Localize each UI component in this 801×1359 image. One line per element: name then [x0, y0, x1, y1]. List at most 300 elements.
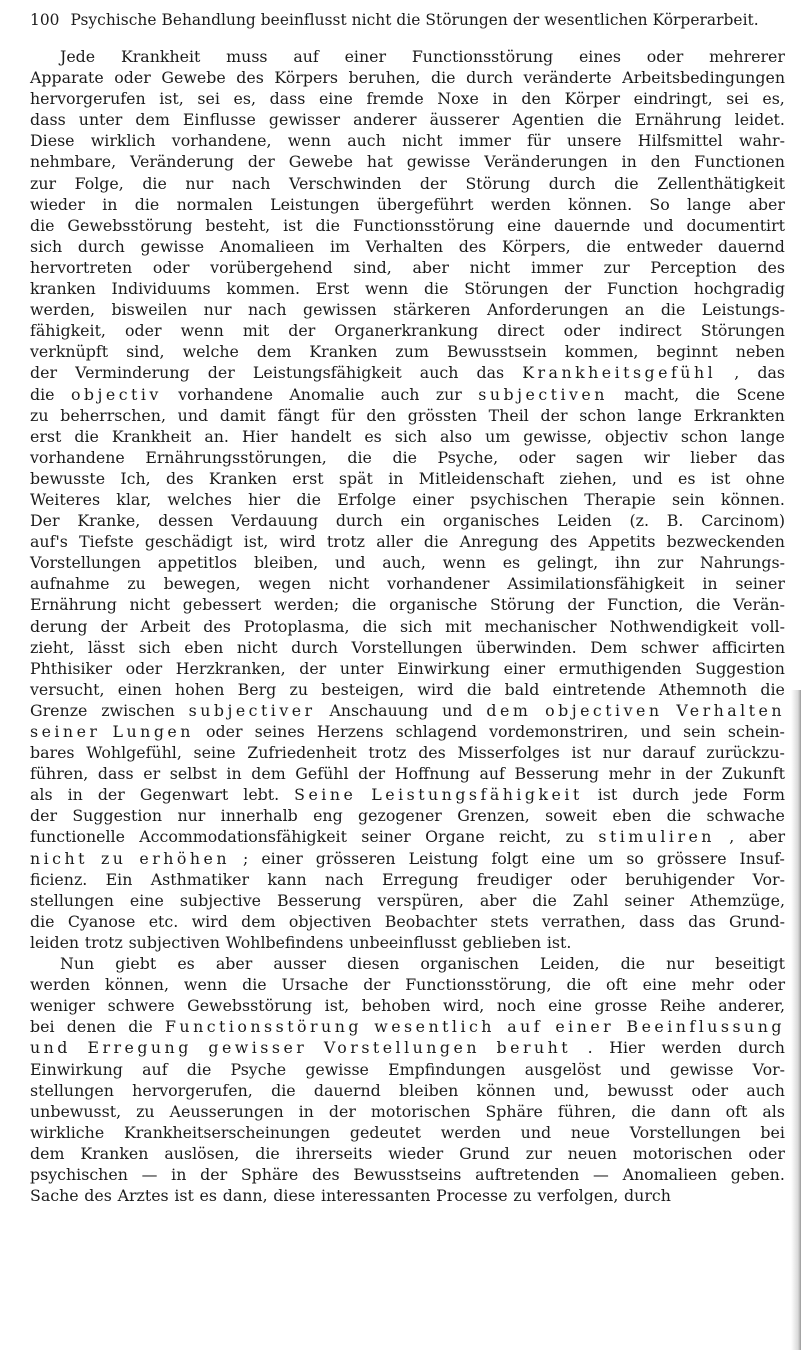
text-line	[30, 362, 785, 383]
word: in	[388, 468, 404, 488]
emphasized-word: Seine	[294, 785, 357, 805]
word: Protoplasma,	[243, 616, 350, 636]
word: Agentien	[512, 110, 585, 130]
word: die	[586, 236, 611, 256]
word: ficienz.	[30, 869, 88, 889]
text-line	[30, 194, 785, 215]
word: des	[312, 1164, 340, 1184]
text-line	[30, 426, 785, 447]
word: zur	[30, 173, 57, 193]
word: Zukunft	[721, 764, 785, 784]
word: Anforderungen	[486, 300, 609, 320]
word: stets	[490, 911, 529, 931]
word: an	[624, 300, 645, 320]
word: noch	[496, 996, 536, 1016]
word: zur	[435, 384, 462, 404]
word: auch	[419, 363, 459, 383]
word: aufnahme	[30, 574, 110, 594]
word: subjective	[179, 890, 261, 910]
word: auf	[293, 47, 319, 66]
word: einer	[503, 658, 546, 678]
word: soweit	[545, 806, 597, 826]
word: und	[442, 700, 473, 720]
word: aber	[215, 954, 253, 974]
word: oder	[646, 47, 684, 66]
word: oder	[152, 257, 190, 277]
word: unbewusst,	[30, 1101, 122, 1121]
word: etc.	[148, 911, 179, 931]
word: Erkrankten	[693, 405, 785, 425]
word: bei	[760, 1122, 785, 1142]
word: die	[128, 1017, 153, 1037]
text-line	[30, 763, 785, 784]
word: bares	[30, 743, 75, 763]
word: Körper	[564, 89, 621, 109]
word: als	[30, 785, 53, 805]
word: Grund-	[729, 911, 785, 931]
word: die	[30, 384, 55, 404]
word: aber	[748, 194, 785, 214]
word: des	[166, 468, 194, 488]
word: Besserung	[514, 764, 600, 784]
word: Athemzüge,	[690, 890, 785, 910]
word: Theil	[488, 405, 529, 425]
word: ihn	[614, 553, 641, 573]
word: Perception	[650, 257, 737, 277]
word: also	[439, 426, 473, 446]
word: subjectiven	[128, 932, 220, 952]
word: erst	[292, 468, 324, 488]
word: um	[485, 426, 511, 446]
word: lässt	[87, 637, 125, 657]
text-line	[30, 1037, 785, 1058]
word: nur	[602, 743, 631, 763]
word: dass	[639, 911, 675, 931]
word: Functionsstörung,	[405, 975, 552, 995]
text-line	[30, 573, 785, 594]
text-line	[30, 805, 785, 826]
word: das	[757, 447, 785, 467]
word: ein	[400, 511, 426, 531]
text-line	[30, 742, 785, 763]
word: der	[564, 279, 592, 299]
word: psychischen	[470, 489, 568, 509]
word: schon	[579, 405, 627, 425]
word: Erregung	[382, 869, 459, 889]
word: dauernde	[554, 215, 631, 235]
word: bewusste	[30, 468, 106, 488]
word: interessanten	[320, 1186, 431, 1206]
word: ist,	[159, 89, 184, 109]
word: zu	[127, 574, 146, 594]
word: eine	[318, 89, 353, 109]
word: nach	[231, 173, 271, 193]
word: die	[423, 279, 449, 299]
word: dessen	[158, 511, 214, 531]
text-line	[30, 1059, 785, 1080]
word: Noxe	[437, 89, 479, 109]
word: die	[392, 447, 417, 467]
word: organisches	[442, 511, 540, 531]
word: gewisse	[140, 236, 205, 256]
word: grössten	[407, 405, 477, 425]
word: lange	[687, 194, 732, 214]
word: das	[688, 911, 716, 931]
book-page	[30, 10, 785, 1350]
word: Functionsstörung	[411, 47, 554, 66]
word: unsere	[566, 131, 622, 151]
word: wird,	[443, 996, 485, 1016]
word: ist.	[546, 932, 572, 952]
word: die	[351, 595, 377, 615]
word: der	[30, 806, 58, 826]
word: mit	[445, 616, 472, 636]
word: Verän-	[733, 595, 785, 615]
word: vorhandene,	[171, 131, 272, 151]
word: eine	[541, 848, 576, 868]
word: denen	[66, 1017, 116, 1037]
word: an.	[204, 426, 229, 446]
word: Der	[30, 511, 60, 531]
word: Leistung	[408, 848, 479, 868]
word: der	[685, 764, 713, 784]
text-line	[30, 215, 785, 236]
word: schwer	[640, 637, 699, 657]
word: und	[640, 722, 671, 741]
emphasized-word: Leistungsfähigkeit	[371, 785, 583, 805]
word: werden,	[30, 300, 96, 320]
word: Verschwinden	[289, 173, 402, 193]
word: Vorstellungen	[629, 1122, 741, 1142]
word: durch	[738, 1038, 785, 1058]
word: zu	[136, 1101, 155, 1121]
word: ohne	[745, 468, 785, 488]
text-line	[30, 616, 785, 637]
word: fähigkeit,	[30, 321, 106, 341]
word: Krankheit	[120, 47, 201, 66]
text-line	[30, 721, 785, 742]
word: neue	[570, 1122, 610, 1142]
word: macht,	[624, 384, 680, 404]
word: zu	[289, 679, 308, 699]
word: ist	[571, 743, 591, 763]
word: organische	[389, 595, 478, 615]
word: leiden	[30, 932, 80, 952]
word: afficirten	[711, 637, 785, 657]
word: Hier	[241, 426, 278, 446]
running-title: Psychische Behandlung beeinflusst nicht die Störungen der wesentlichen Körperarbeit.	[70, 11, 759, 29]
word: anderer,	[718, 996, 785, 1016]
word: in	[298, 1101, 314, 1121]
word: seiner	[361, 827, 411, 847]
word: spät	[338, 468, 373, 488]
word: einen	[117, 679, 162, 699]
word: Störungen	[464, 279, 549, 299]
word: Empfindungen	[388, 1059, 506, 1079]
word: (z.	[629, 511, 649, 531]
word: bald	[504, 679, 540, 699]
word: sind,	[126, 342, 165, 362]
text-line	[30, 637, 785, 658]
word: einer	[261, 848, 303, 868]
word: Dem	[590, 637, 628, 657]
word: stellungen	[30, 890, 114, 910]
word: Therapie	[584, 489, 656, 509]
word: unter	[78, 110, 123, 130]
word: sein	[683, 722, 716, 741]
word: hervorgerufen,	[132, 1080, 253, 1100]
word: übergeführt	[376, 194, 474, 214]
word: die	[271, 1080, 296, 1100]
word: die	[631, 1101, 656, 1121]
word: Organe	[425, 827, 485, 847]
word: zu	[513, 1186, 532, 1206]
word: Bewusstseins	[353, 1164, 462, 1184]
word: entweder	[626, 236, 703, 256]
word: geschädigt	[144, 532, 233, 552]
word: seiner	[624, 890, 675, 910]
word: der	[358, 764, 386, 784]
word: nicht	[129, 595, 171, 615]
word: es,	[762, 89, 785, 109]
word: der	[288, 321, 316, 341]
word: Vor-	[752, 1059, 785, 1079]
word: Apparate	[30, 68, 104, 88]
emphasized-word: erhöhen	[139, 848, 231, 868]
word: —	[141, 1164, 158, 1184]
word: B.	[666, 511, 684, 531]
word: wir	[643, 447, 670, 467]
word: giebt	[115, 954, 157, 974]
word: lange	[637, 405, 682, 425]
word: Arbeit	[140, 616, 191, 636]
word: trotz	[326, 532, 366, 552]
word: in	[67, 785, 83, 805]
word: klar,	[116, 489, 152, 509]
emphasized-word: Erregung	[87, 1038, 192, 1058]
word: die	[74, 426, 99, 446]
text-line	[30, 88, 785, 109]
word: Aeusserungen	[169, 1101, 284, 1121]
word: und	[334, 553, 366, 573]
word: als	[762, 1101, 785, 1121]
word: geben.	[730, 1164, 785, 1184]
word: eben	[612, 806, 652, 826]
word: geblieben	[462, 932, 542, 952]
word: gedeutet	[349, 1122, 422, 1142]
word: der	[247, 152, 275, 172]
word: Ernährung	[30, 595, 117, 615]
word: dass	[97, 764, 134, 784]
word: einer	[412, 489, 454, 509]
word: ,	[729, 827, 735, 847]
word: erst	[30, 426, 62, 446]
word: mehr	[691, 975, 734, 995]
emphasized-word: dem	[486, 700, 532, 720]
word: wird	[279, 532, 316, 552]
word: Assimilationsfähigkeit	[507, 574, 685, 594]
text-line	[30, 1185, 785, 1206]
word: darauf	[642, 743, 695, 763]
word: Ein	[105, 869, 133, 889]
word: die	[597, 110, 622, 130]
running-header	[30, 10, 785, 30]
word: in	[621, 152, 637, 172]
text-line	[30, 130, 785, 151]
word: fängt	[277, 405, 320, 425]
word: Einwirkung	[30, 1059, 123, 1079]
word: nicht	[328, 574, 370, 594]
text-line	[30, 236, 785, 257]
word: die	[347, 447, 372, 467]
word: gewisse	[669, 1059, 734, 1079]
emphasized-word: nicht	[30, 848, 88, 868]
word: zur	[603, 257, 630, 277]
word: dann	[670, 1101, 711, 1121]
word: sich	[394, 426, 427, 446]
text-line	[30, 468, 785, 489]
word: Reihe	[659, 996, 706, 1016]
word: mehrerer	[709, 47, 785, 66]
word: des	[458, 236, 487, 256]
word: Functionen	[694, 152, 785, 172]
word: der	[328, 1101, 356, 1121]
word: die	[660, 300, 686, 320]
word: Jede	[60, 47, 96, 66]
word: Weiteres	[30, 489, 101, 509]
word: bleiben	[399, 1080, 459, 1100]
word: durch	[77, 236, 125, 256]
word: Krankheitserscheinungen	[123, 1122, 331, 1142]
word: Ernährungsstörungen,	[145, 447, 327, 467]
text-line	[30, 510, 785, 531]
word: durch	[291, 637, 338, 657]
word: mechanischer	[484, 616, 597, 636]
word: nur	[177, 806, 206, 826]
word: der	[363, 975, 391, 995]
word: die	[695, 595, 721, 615]
word: dem	[251, 764, 286, 784]
word: die	[532, 890, 557, 910]
word: Veränderungen	[484, 152, 608, 172]
word: hervortreten	[30, 257, 133, 277]
word: wird	[417, 679, 454, 699]
word: auftretenden	[475, 1164, 580, 1184]
word: direct	[497, 321, 545, 341]
word: hochgradig	[693, 279, 785, 299]
word: oder	[748, 1143, 785, 1163]
emphasized-word: gewisser	[208, 1038, 308, 1058]
word: besteigen,	[321, 679, 405, 699]
word: grosse	[594, 996, 648, 1016]
text-line	[30, 658, 785, 679]
word: nicht	[402, 131, 443, 151]
emphasized-word: auf	[507, 1017, 544, 1037]
word: dauernd	[313, 1080, 381, 1100]
word: sei	[726, 89, 749, 109]
word: durch	[632, 785, 680, 805]
word: Individuums	[111, 279, 211, 299]
word: vorübergehend	[210, 257, 333, 277]
word: stärkeren	[393, 300, 471, 320]
word: .	[587, 1038, 593, 1058]
word: ist	[174, 1186, 194, 1206]
word: oder	[748, 975, 785, 995]
emphasized-word: subjectiven	[478, 384, 608, 404]
word: Nothwendigkeit	[609, 616, 739, 636]
word: der	[207, 363, 235, 383]
word: Leistungs-	[701, 300, 785, 320]
word: die	[255, 1143, 280, 1163]
word: nach	[247, 300, 287, 320]
text-line	[30, 594, 785, 615]
word: zu	[30, 405, 49, 425]
body-text	[30, 46, 785, 1206]
word: zur	[657, 553, 684, 573]
word: eine	[129, 890, 164, 910]
word: die	[695, 384, 721, 404]
text-line	[30, 932, 785, 953]
word: die	[296, 489, 321, 509]
word: wenn	[183, 975, 228, 995]
word: Psyche,	[437, 447, 499, 467]
text-line	[30, 848, 785, 869]
text-line	[30, 1080, 785, 1101]
word: Arztes	[117, 1186, 169, 1206]
word: Körpers	[274, 68, 338, 88]
word: Herzkranken,	[175, 658, 286, 678]
word: wahr-	[738, 131, 785, 151]
emphasized-word: Krankheitsgefühl	[522, 363, 717, 383]
word: lange	[740, 426, 785, 446]
word: Kranken	[309, 342, 378, 362]
word: fremde	[366, 89, 424, 109]
word: dem	[256, 342, 292, 362]
word: lebt.	[243, 785, 280, 805]
word: den	[521, 89, 551, 109]
word: wenn	[442, 553, 486, 573]
word: normalen	[176, 194, 253, 214]
text-line	[30, 46, 785, 67]
emphasized-word: subjectiver	[188, 700, 316, 720]
word: appetitlos	[157, 553, 238, 573]
text-line	[30, 531, 785, 552]
text-line	[30, 1164, 785, 1185]
word: Sphäre	[485, 1101, 543, 1121]
word: Herzens	[316, 722, 384, 741]
word: schon	[680, 426, 728, 446]
word: Function,	[607, 595, 684, 615]
emphasized-word: objectiven	[545, 700, 663, 720]
word: oder	[114, 68, 151, 88]
text-line	[30, 447, 785, 468]
word: in	[226, 764, 242, 784]
emphasized-word: Verhalten	[676, 700, 785, 720]
text-line	[30, 1143, 785, 1164]
text-line	[30, 1016, 785, 1037]
word: Gewebsstörung	[67, 215, 193, 235]
word: auf's	[30, 532, 68, 552]
word: es	[177, 954, 195, 974]
word: überwinden.	[476, 637, 577, 657]
text-line	[30, 299, 785, 320]
word: oft	[605, 975, 628, 995]
word: durch	[335, 511, 383, 531]
word: durch	[466, 68, 513, 88]
word: können,	[105, 975, 169, 995]
text-line	[30, 826, 785, 847]
word: seiner	[735, 574, 785, 594]
